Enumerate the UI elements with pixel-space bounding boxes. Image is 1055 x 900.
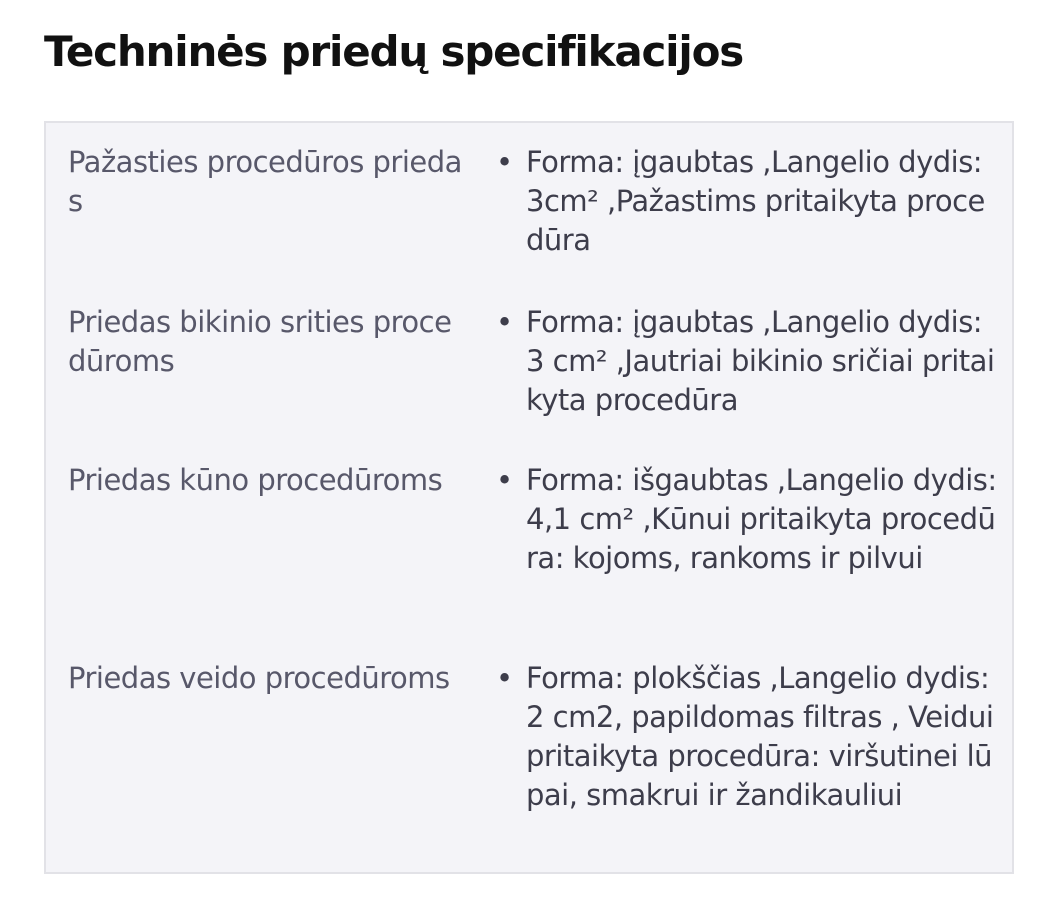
spec-label: Pažasties procedūros priedas bbox=[68, 145, 462, 218]
spec-value: Forma: įgaubtas ,Langelio dydis: 3cm² ,Pažastims pritaikyta procedūra bbox=[526, 145, 985, 257]
spec-value: Forma: išgaubtas ,Langelio dydis: 4,1 cm² ,Kūnui pritaikyta procedūra: kojoms, rankoms ir pilvui bbox=[526, 463, 997, 575]
bullet-icon: • bbox=[496, 145, 514, 179]
bullet-icon: • bbox=[496, 305, 514, 339]
spec-label: Priedas kūno procedūroms bbox=[68, 463, 443, 497]
bullet-icon: • bbox=[496, 463, 514, 497]
spec-value: Forma: įgaubtas ,Langelio dydis: 3 cm² ,Jautriai bikinio sričiai pritaikyta procedūra bbox=[526, 305, 995, 417]
spec-label: Priedas bikinio srities procedūroms bbox=[68, 305, 452, 378]
bullet-icon: • bbox=[496, 661, 514, 695]
specifications-table bbox=[44, 121, 1014, 874]
page-title: Techninės priedų specifikacijos bbox=[44, 27, 744, 76]
spec-value: Forma: plokščias ,Langelio dydis: 2 cm2, papildomas filtras , Veidui pritaikyta procedūra: viršutinei lūpai, smakrui ir žandikauliui bbox=[526, 661, 994, 812]
spec-label: Priedas veido procedūroms bbox=[68, 661, 450, 695]
